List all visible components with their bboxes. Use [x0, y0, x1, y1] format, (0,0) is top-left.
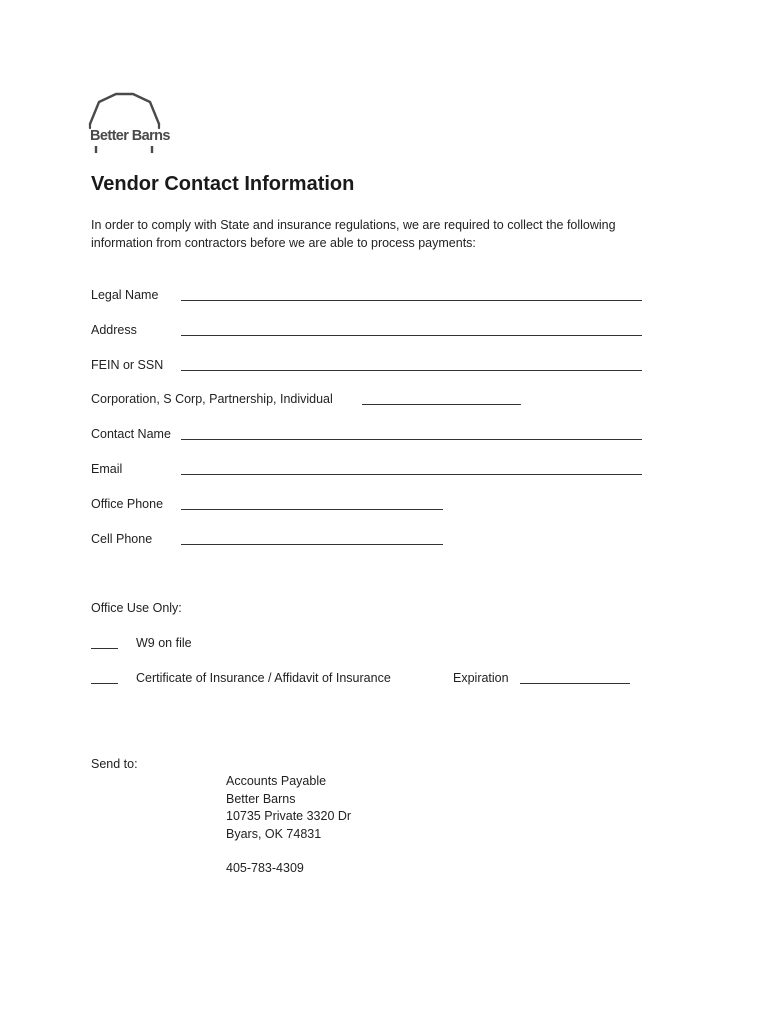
- email-field[interactable]: [181, 474, 642, 475]
- insurance-label: Certificate of Insurance / Affidavit of Insurance: [136, 671, 391, 685]
- address-line-3: 10735 Private 3320 Dr: [226, 809, 352, 823]
- cell-phone-label: Cell Phone: [91, 532, 153, 546]
- fein-ssn-label: FEIN or SSN: [91, 358, 164, 372]
- insurance-checkbox-blank[interactable]: [91, 683, 118, 684]
- legal-name-field[interactable]: [181, 300, 642, 301]
- barn-roof-icon: [86, 90, 178, 156]
- expiration-field[interactable]: [520, 683, 630, 684]
- w9-label: W9 on file: [136, 636, 192, 650]
- expiration-label: Expiration: [453, 671, 509, 685]
- address-line-4: Byars, OK 74831: [226, 827, 322, 841]
- address-line-1: Accounts Payable: [226, 774, 327, 788]
- contact-name-label: Contact Name: [91, 427, 171, 441]
- logo-wordmark: Better Barns: [90, 128, 170, 144]
- address-field[interactable]: [181, 335, 642, 336]
- office-phone-field[interactable]: [181, 509, 443, 510]
- intro-line-1: In order to comply with State and insurance regulations, we are required to collect the following: [91, 218, 616, 232]
- intro-paragraph: [91, 217, 691, 252]
- entity-type-field[interactable]: [362, 404, 521, 405]
- address-line-2: Better Barns: [226, 792, 296, 806]
- w9-checkbox-blank[interactable]: [91, 648, 118, 649]
- legal-name-label: Legal Name: [91, 288, 159, 302]
- address-label: Address: [91, 323, 137, 337]
- office-phone-label: Office Phone: [91, 497, 164, 511]
- cell-phone-field[interactable]: [181, 544, 443, 545]
- company-logo: [86, 90, 178, 156]
- intro-line-2: information from contractors before we are able to process payments:: [91, 235, 476, 250]
- phone-number: 405-783-4309: [226, 861, 304, 875]
- office-use-heading: Office Use Only:: [91, 601, 182, 615]
- send-to-heading: Send to:: [91, 757, 138, 771]
- entity-type-label: Corporation, S Corp, Partnership, Individual: [91, 392, 333, 406]
- contact-name-field[interactable]: [181, 439, 642, 440]
- fein-ssn-field[interactable]: [181, 370, 642, 371]
- page-title: Vendor Contact Information: [91, 173, 355, 195]
- email-label: Email: [91, 462, 123, 476]
